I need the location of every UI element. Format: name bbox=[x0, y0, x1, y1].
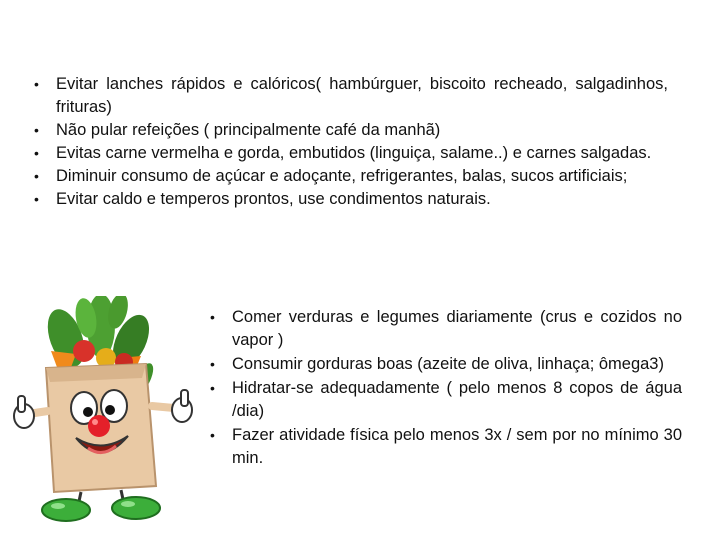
list-item-text: Fazer atividade física pelo menos 3x / sem por no mínimo 30 min. bbox=[232, 426, 682, 467]
list-item bbox=[34, 119, 668, 142]
list-item bbox=[34, 165, 668, 188]
list-item-text: Não pular refeições ( principalmente café da manhã) bbox=[56, 121, 441, 139]
list-item-text: Evitar lanches rápidos e calóricos( hambúrguer, biscoito recheado, salgadinhos, frituras) bbox=[56, 75, 668, 116]
bullet: • bbox=[34, 122, 39, 138]
list-item bbox=[210, 353, 682, 376]
bullet: • bbox=[210, 356, 215, 372]
bullet: • bbox=[210, 427, 215, 443]
list-item bbox=[210, 377, 682, 423]
bullet: • bbox=[210, 309, 215, 325]
bullet: • bbox=[210, 380, 215, 396]
bullet: • bbox=[34, 76, 39, 92]
tips-list-top bbox=[34, 73, 668, 211]
list-item-text: Hidratar-se adequadamente ( pelo menos 8 copos de água /dia) bbox=[232, 379, 682, 420]
list-item bbox=[34, 142, 668, 165]
tips-list-bottom bbox=[210, 306, 682, 471]
grocery-bag-mascot-icon bbox=[6, 296, 206, 526]
bullet: • bbox=[34, 145, 39, 161]
list-item bbox=[34, 188, 668, 211]
bullet: • bbox=[34, 191, 39, 207]
list-item-text: Consumir gorduras boas (azeite de oliva, linhaça; ômega3) bbox=[232, 355, 664, 373]
list-item-text: Evitas carne vermelha e gorda, embutidos (linguiça, salame..) e carnes salgadas. bbox=[56, 144, 652, 162]
list-item-text: Evitar caldo e temperos prontos, use condimentos naturais. bbox=[56, 190, 491, 208]
list-item bbox=[210, 424, 682, 470]
list-item bbox=[34, 73, 668, 119]
bullet: • bbox=[34, 168, 39, 184]
list-item bbox=[210, 306, 682, 352]
list-item-text: Diminuir consumo de açúcar e adoçante, refrigerantes, balas, sucos artificiais; bbox=[56, 167, 628, 185]
list-item-text: Comer verduras e legumes diariamente (crus e cozidos no vapor ) bbox=[232, 308, 682, 349]
